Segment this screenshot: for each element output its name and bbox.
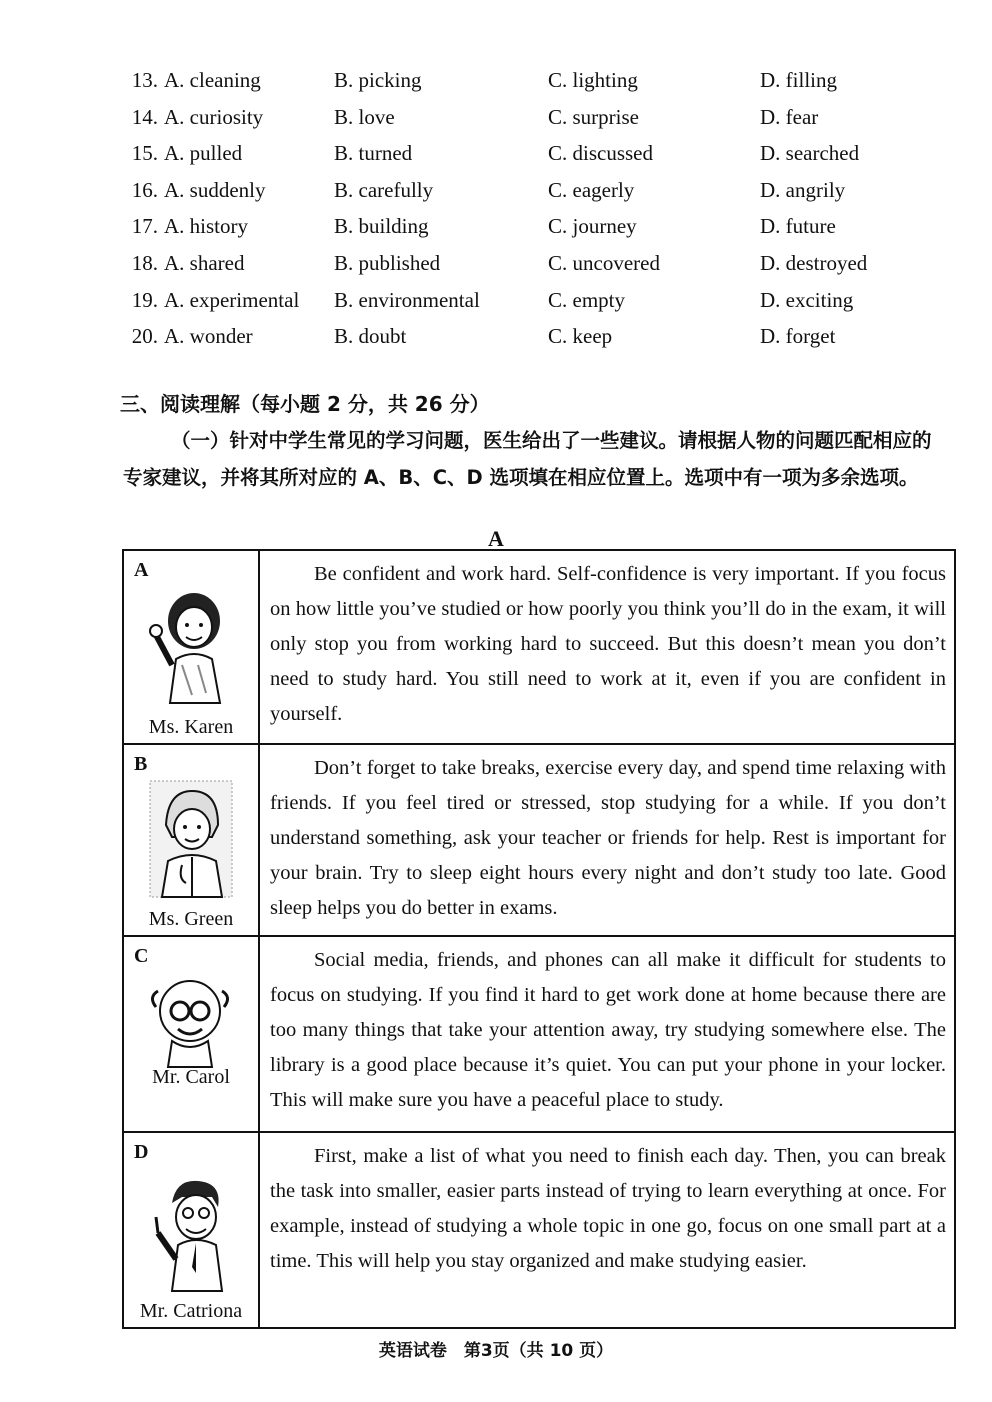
option-b: B. published <box>334 250 441 275</box>
option-c: C. journey <box>548 214 637 239</box>
option-a: A. wonder <box>164 324 253 349</box>
option-d: D. fear <box>760 104 819 129</box>
advice-text: Don’t forget to take breaks, exercise every day, and spend time relaxing with friends. If you feel tired or stressed, stop studying for a while. If you don’t understand something, ask your teacher or friends for help. Rest is important for your brain. Try to sleep eight hours every night and don’t study too late. Good sleep helps you do better in exams. <box>270 757 946 919</box>
advice-text-cell <box>259 936 955 1132</box>
person-cell <box>123 744 259 936</box>
option-row-16 <box>118 172 918 209</box>
advice-row-a <box>123 550 955 744</box>
advice-text-cell <box>259 744 955 936</box>
option-row-19 <box>118 282 918 319</box>
man-pointing-portrait-icon <box>142 1173 238 1293</box>
option-c: C. discussed <box>548 141 653 166</box>
option-letter: B <box>134 753 148 775</box>
option-c: C. empty <box>548 287 625 312</box>
section-title: 三、阅读理解（每小题 2 分，共 26 分） <box>120 392 490 416</box>
option-letter: C <box>134 945 149 967</box>
advice-text: First, make a list of what you need to finish each day. Then, you can break the task into smaller, easier parts instead of trying to learn everything at once. For example, instead of studying a whole topic in one go, focus on one small part at a time. This will help you stay organized and make studying easier. <box>270 1145 946 1272</box>
question-number: 19. <box>131 287 158 312</box>
option-d: D. exciting <box>760 287 854 312</box>
advice-text: Be confident and work hard. Self-confidence is very important. If you focus on how little you’ve studied or how poorly you think you’ll do in the exam, it will only stop you from working hard to succeed. But this doesn’t mean you don’t need to study hard. You still need to work at it, even if you are confident in yourself. <box>270 563 946 725</box>
option-c: C. surprise <box>548 104 639 129</box>
table-label: A <box>488 526 504 551</box>
option-b: B. picking <box>334 68 422 92</box>
option-a: A. history <box>164 214 248 239</box>
woman-portrait-icon <box>142 585 238 705</box>
question-number: 18. <box>131 250 158 275</box>
option-b: B. carefully <box>334 177 434 202</box>
advice-text: Social media, friends, and phones can all make it difficult for students to focus on studying. If you find it hard to get work done at home because there are too many things that take your attention away, try studying somewhere else. The library is a good place because it’s quiet. You can put your phone in your locker. This will make sure you have a peaceful place to study. <box>270 949 946 1111</box>
option-row-17 <box>118 208 918 245</box>
option-b: B. environmental <box>334 287 480 312</box>
section-instruction: （一）针对中学生常见的学习问题，医生给出了一些建议。请根据人物的问题匹配相应的专家建议，并将其所对应的 A、B、C、D 选项填在相应位置上。选项中有一项为多余选项。 <box>123 429 932 489</box>
option-d: D. future <box>760 214 836 239</box>
advice-row-d <box>123 1132 955 1328</box>
question-number: 13. <box>131 68 158 92</box>
option-b: B. turned <box>334 141 413 166</box>
option-letter: D <box>134 1141 149 1163</box>
person-cell <box>123 550 259 744</box>
option-letter: A <box>134 559 149 581</box>
option-d: D. searched <box>760 141 860 166</box>
answer-options <box>118 62 918 355</box>
option-a: A. shared <box>164 250 245 275</box>
option-a: A. suddenly <box>164 177 266 202</box>
option-a: A. cleaning <box>164 68 261 92</box>
option-b: B. love <box>334 104 395 129</box>
person-name: Mr. Carol <box>152 1066 230 1088</box>
option-a: A. experimental <box>164 287 300 312</box>
option-row-15 <box>118 135 918 172</box>
option-a: A. curiosity <box>164 104 264 129</box>
doctor-portrait-icon <box>142 779 238 899</box>
option-row-13 <box>118 62 918 99</box>
person-name: Mr. Catriona <box>139 1300 243 1322</box>
question-number: 14. <box>131 104 158 129</box>
advice-row-b <box>123 744 955 936</box>
option-c: C. uncovered <box>548 250 660 275</box>
question-number: 20. <box>131 324 158 349</box>
option-d: D. destroyed <box>760 250 868 275</box>
option-d: D. filling <box>760 68 837 92</box>
person-name: Ms. Karen <box>148 716 234 738</box>
option-c: C. keep <box>548 324 613 349</box>
question-number: 16. <box>131 177 158 202</box>
option-b: B. building <box>334 214 429 239</box>
option-a: A. pulled <box>164 141 243 166</box>
option-d: D. forget <box>760 324 836 349</box>
option-b: B. doubt <box>334 324 407 349</box>
advice-text-cell <box>259 550 955 744</box>
option-row-18 <box>118 245 918 282</box>
option-c: C. lighting <box>548 68 638 92</box>
person-cell <box>123 1132 259 1328</box>
option-c: C. eagerly <box>548 177 635 202</box>
advice-table <box>122 549 956 1329</box>
option-row-14 <box>118 99 918 136</box>
question-number: 17. <box>131 214 158 239</box>
question-number: 15. <box>131 141 158 166</box>
advice-row-c <box>123 936 955 1132</box>
person-cell <box>123 936 259 1132</box>
option-row-20 <box>118 318 918 355</box>
advice-text-cell <box>259 1132 955 1328</box>
person-name: Ms. Green <box>148 908 234 930</box>
option-d: D. angrily <box>760 177 846 202</box>
page-footer: 英语试卷 第3页（共 10 页） <box>378 1341 614 1361</box>
